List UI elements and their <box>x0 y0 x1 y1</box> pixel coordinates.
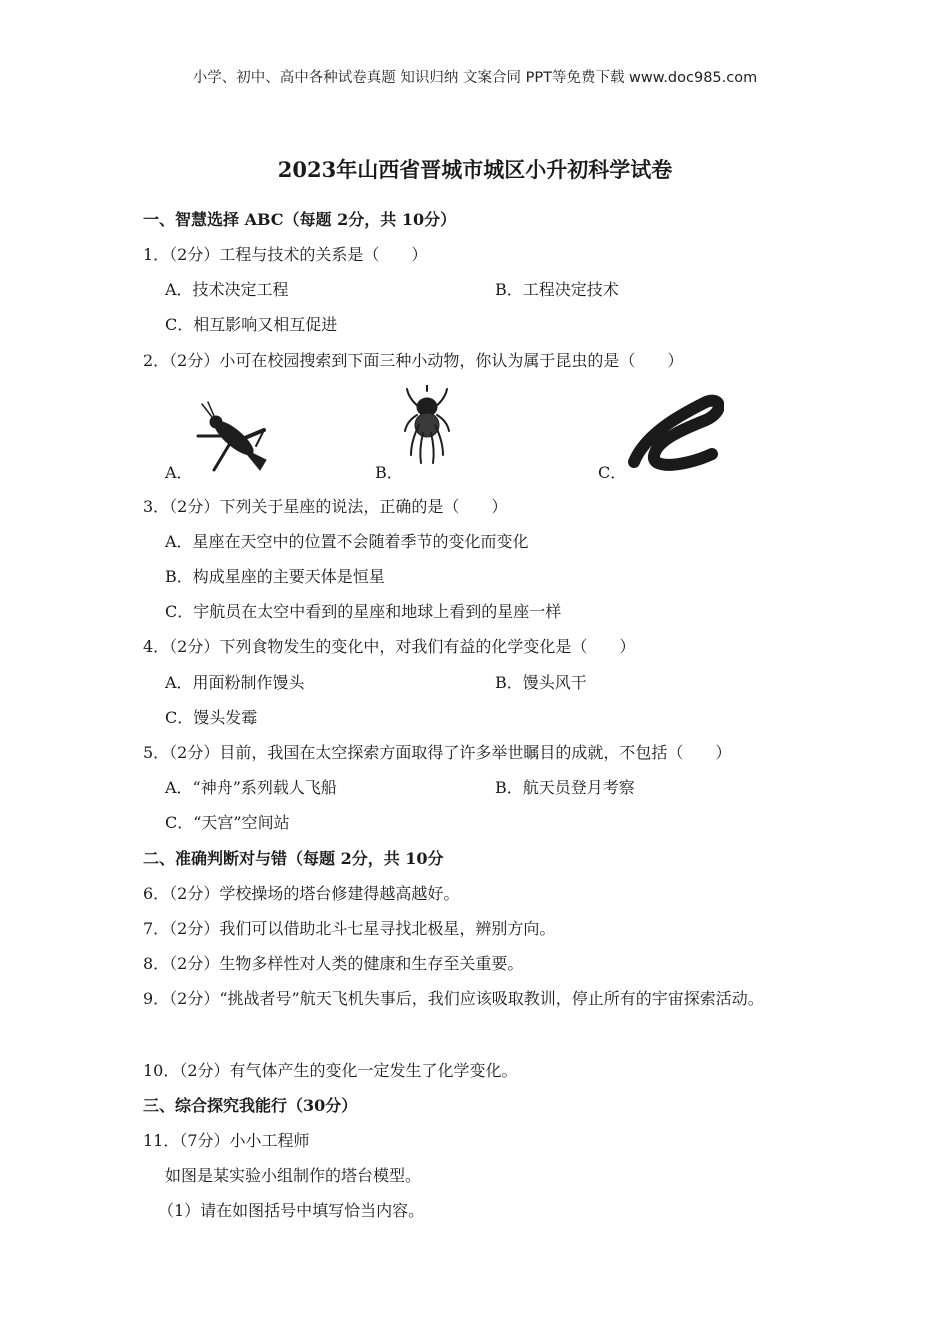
section-heading-1: 一、智慧选择 ABC（每题 2分，共 10分） <box>143 210 457 229</box>
question-4-option-a: A．用面粉制作馒头 <box>165 673 305 692</box>
question-2-option-b: B． <box>375 463 403 482</box>
spider-image <box>403 385 451 465</box>
question-11-subquestion-1: （1）请在如图括号中填写恰当内容。 <box>158 1201 425 1220</box>
question-7: 7．（2分）我们可以借助北斗七星寻找北极星，辨别方向。 <box>143 919 556 938</box>
question-4-option-c: C．馒头发霉 <box>165 708 258 727</box>
question-2-stem: 2．（2分）小可在校园搜索到下面三种小动物，你认为属于昆虫的是（ ） <box>143 351 684 370</box>
page-title: 2023年山西省晋城市城区小升初科学试卷 <box>277 157 673 182</box>
question-3-option-a: A．星座在天空中的位置不会随着季节的变化而变化 <box>165 532 529 551</box>
grasshopper-image <box>192 400 272 478</box>
question-5-option-a: A．“神舟”系列载人飞船 <box>165 778 337 797</box>
question-1-option-b: B．工程决定技术 <box>495 280 619 299</box>
question-5-stem: 5．（2分）目前，我国在太空探索方面取得了许多举世瞩目的成就，不包括（ ） <box>143 743 732 762</box>
question-6: 6．（2分）学校操场的塔台修建得越高越好。 <box>143 884 460 903</box>
question-3-option-c: C．宇航员在太空中看到的星座和地球上看到的星座一样 <box>165 602 562 621</box>
question-5-option-b: B．航天员登月考察 <box>495 778 635 797</box>
question-1-option-c: C．相互影响又相互促进 <box>165 315 338 334</box>
question-2-option-a: A． <box>165 463 193 482</box>
question-4-option-b: B．馒头风干 <box>495 673 587 692</box>
section-heading-3: 三、综合探究我能行（30分） <box>143 1096 358 1115</box>
question-4-stem: 4．（2分）下列食物发生的变化中，对我们有益的化学变化是（ ） <box>143 637 636 656</box>
question-5-option-c: C．“天宫”空间站 <box>165 813 290 832</box>
section-heading-2: 二、准确判断对与错（每题 2分，共 10分 <box>143 849 444 868</box>
question-3-option-b: B．构成星座的主要天体是恒星 <box>165 567 385 586</box>
question-9: 9．（2分）“挑战者号”航天飞机失事后，我们应该吸取教训，停止所有的宇宙探索活动。 <box>143 989 764 1008</box>
question-3-stem: 3．（2分）下列关于星座的说法，正确的是（ ） <box>143 497 508 516</box>
question-11-stem: 11．（7分）小小工程师 <box>143 1131 310 1150</box>
question-2-option-c: C． <box>598 463 627 482</box>
earthworm-image <box>626 392 724 476</box>
question-1-stem: 1．（2分）工程与技术的关系是（ ） <box>143 245 428 264</box>
question-1-option-a: A．技术决定工程 <box>165 280 289 299</box>
question-11-text: 如图是某实验小组制作的塔台模型。 <box>165 1166 422 1185</box>
page-header: 小学、初中、高中各种试卷真题 知识归纳 文案合同 PPT等免费下载 www.doc985.com <box>192 70 758 86</box>
question-10: 10．（2分）有气体产生的变化一定发生了化学变化。 <box>143 1061 518 1080</box>
question-8: 8．（2分）生物多样性对人类的健康和生存至关重要。 <box>143 954 524 973</box>
